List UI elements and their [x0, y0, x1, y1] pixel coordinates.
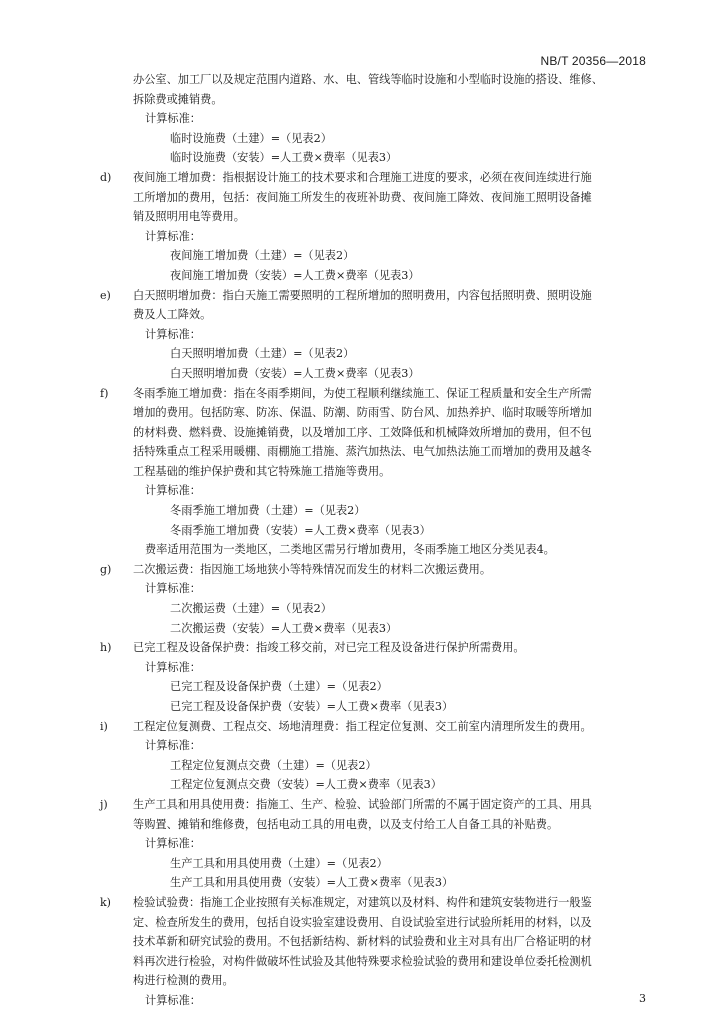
calc-label: 计算标准： [145, 582, 201, 596]
text-line: 二次搬运费：指因施工场地狭小等特殊情况而发生的材料二次搬运费用。 [133, 562, 492, 576]
formula-line: 夜间施工增加费（土建）=（见表2） [170, 249, 355, 263]
text-line: 括特殊重点工程采用暖棚、雨棚施工措施、蒸汽加热法、电气加热法施工而增加的费用及越冬 [133, 445, 592, 459]
text-line: 技术革新和研究试验的费用。不包括新结构、新材料的试验费和业主对具有出厂合格证明的材 [133, 935, 592, 949]
formula-line: 二次搬运费（土建）=（见表2） [170, 602, 332, 616]
list-item [100, 560, 660, 638]
text-line: 构进行检测的费用。 [133, 974, 234, 988]
formula-line: 白天照明增加费（土建）=（见表2） [170, 347, 355, 361]
item-marker: d) [100, 170, 112, 184]
text-line: 检验试验费：指施工企业按照有关标准规定，对建筑以及材料、构件和建筑安装物进行一般鉴 [133, 895, 592, 909]
item-marker: f) [100, 386, 109, 400]
calc-label: 计算标准： [145, 484, 201, 498]
page-number: 3 [639, 992, 646, 1005]
list-item [100, 795, 660, 893]
formula-line: 白天照明增加费（安装）=人工费×费率（见表3） [170, 366, 420, 380]
list-item [100, 384, 660, 560]
document-body [100, 70, 660, 1011]
note-line: 费率适用范围为一类地区，二类地区需另行增加费用，冬雨季施工地区分类见表4。 [145, 543, 555, 557]
formula-line: 工程定位复测点交费（土建）=（见表2） [170, 758, 377, 772]
item-paragraph [100, 893, 660, 991]
text-line: 的材料费、燃料费、设施摊销费，以及增加工序、工效降低和机械降效所增加的费用，但不包 [133, 425, 592, 439]
standard-code: NB/T 20356—2018 [540, 54, 646, 68]
item-paragraph [100, 286, 660, 325]
formula-line: 临时设施费（安装）=人工费×费率（见表3） [170, 151, 398, 165]
formula-line: 临时设施费（土建）=（见表2） [170, 131, 332, 145]
item-marker: j) [100, 797, 108, 811]
text-line: 拆除费或摊销费。 [133, 92, 223, 106]
text-line: 增加的费用。包括防寒、防冻、保温、防潮、防雨雪、防台风、加热养护、临时取暖等所增加 [133, 406, 592, 420]
formula-line: 冬雨季施工增加费（土建）=（见表2） [170, 504, 366, 518]
list-item [100, 286, 660, 384]
calc-label: 计算标准： [145, 739, 201, 753]
formula-line: 生产工具和用具使用费（土建）=（见表2） [170, 856, 388, 870]
item-paragraph [100, 795, 660, 834]
formula-line: 二次搬运费（安装）=人工费×费率（见表3） [170, 621, 398, 635]
list-item [100, 893, 660, 1011]
text-line: 已完工程及设备保护费：指竣工移交前，对已完工程及设备进行保护所需费用。 [133, 641, 525, 655]
intro-continuation [100, 70, 660, 109]
list-item [100, 638, 660, 716]
text-line: 办公室、加工厂以及规定范围内道路、水、电、管线等临时设施和小型临时设施的搭设、维修、 [133, 73, 603, 86]
item-paragraph [100, 560, 660, 580]
list-item [100, 717, 660, 795]
text-line: 定、检查所发生的费用，包括自设实验室建设费用、自设试验室进行试验所耗用的材料，以及 [133, 915, 592, 929]
formula-line: 已完工程及设备保护费（土建）=（见表2） [170, 680, 388, 694]
calc-label: 计算标准： [145, 837, 201, 851]
calc-label: 计算标准： [145, 993, 201, 1007]
item-marker: i) [100, 719, 108, 733]
text-line: 夜间施工增加费：指根据设计施工的技术要求和合理施工进度的要求，必须在夜间连续进行施 [133, 170, 592, 184]
item-paragraph [100, 717, 660, 737]
item-paragraph [100, 384, 660, 482]
item-paragraph [100, 168, 660, 227]
text-line: 销及照明用电等费用。 [133, 210, 245, 224]
calc-label: 计算标准： [145, 229, 201, 243]
item-list [100, 168, 660, 1011]
text-line: 工程基础的维护保护费和其它特殊施工措施等费用。 [133, 464, 391, 478]
item-marker: h) [100, 641, 112, 655]
text-line: 生产工具和用具使用费：指施工、生产、检验、试验部门所需的不属于固定资产的工具、用具 [133, 797, 592, 811]
text-line: 费及人工降效。 [133, 308, 212, 322]
item-marker: k) [100, 895, 111, 909]
text-line: 工所增加的费用，包括：夜间施工所发生的夜班补助费、夜间施工降效、夜间施工照明设备摊 [133, 190, 592, 204]
calc-label: 计算标准： [145, 112, 201, 126]
formula-line: 工程定位复测点交费（安装）=人工费×费率（见表3） [170, 778, 442, 792]
text-line: 等购置、摊销和维修费，包括电动工具的用电费，以及支付给工人自备工具的补贴费。 [133, 817, 559, 831]
calc-label: 计算标准： [145, 327, 201, 341]
formula-line: 夜间施工增加费（安装）=人工费×费率（见表3） [170, 268, 420, 282]
item-paragraph [100, 638, 660, 658]
calc-label: 计算标准： [145, 660, 201, 674]
item-marker: e) [100, 288, 111, 302]
text-line: 白天照明增加费：指白天施工需要照明的工程所增加的照明费用，内容包括照明费、照明设施 [133, 288, 592, 302]
item-marker: g) [100, 562, 112, 576]
list-item [100, 168, 660, 286]
text-line: 工程定位复测费、工程点交、场地清理费：指工程定位复测、交工前室内清理所发生的费用。 [133, 719, 592, 733]
text-line: 料再次进行检验，对构件做破坏性试验及其他特殊要求检验试验的费用和建设单位委托检测机 [133, 954, 592, 968]
formula-line: 已完工程及设备保护费（安装）=人工费×费率（见表3） [170, 700, 454, 713]
formula-line: 生产工具和用具使用费（安装）=人工费×费率（见表3） [170, 876, 454, 890]
text-line: 冬雨季施工增加费：指在冬雨季期间，为使工程顺利继续施工、保证工程质量和安全生产所需 [133, 386, 592, 400]
formula-line: 冬雨季施工增加费（安装）=人工费×费率（见表3） [170, 523, 431, 537]
